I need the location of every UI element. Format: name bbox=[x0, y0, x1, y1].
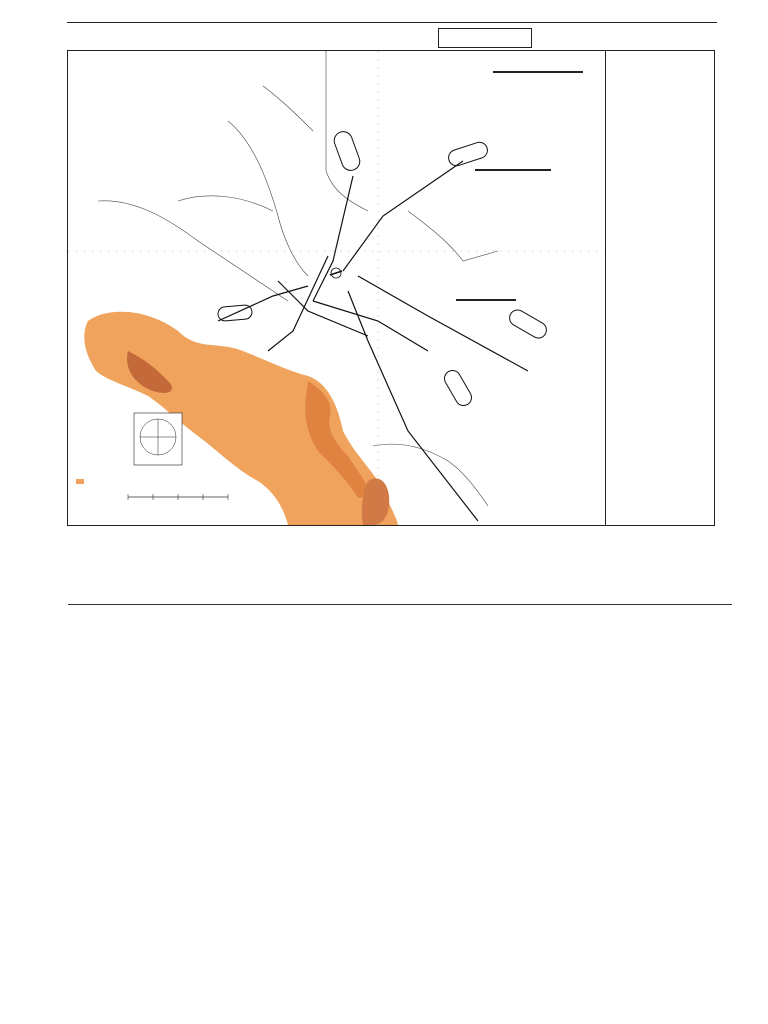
msa-diagram bbox=[134, 413, 182, 465]
frequency-box bbox=[438, 28, 532, 48]
procedure-notes bbox=[605, 50, 715, 526]
airport-marker bbox=[330, 268, 342, 278]
bearing-note bbox=[493, 71, 583, 73]
procedure-table-sheet bbox=[0, 552, 768, 1024]
chart-graphic bbox=[68, 51, 605, 525]
scale-bar bbox=[76, 479, 228, 500]
notes-list bbox=[606, 51, 714, 73]
star-chart bbox=[67, 50, 606, 526]
terrain-shading bbox=[84, 312, 398, 525]
caution-note-msa bbox=[456, 299, 516, 301]
header-rule bbox=[67, 22, 717, 23]
caution-note bbox=[475, 169, 551, 171]
p2-header-rule bbox=[68, 604, 732, 605]
